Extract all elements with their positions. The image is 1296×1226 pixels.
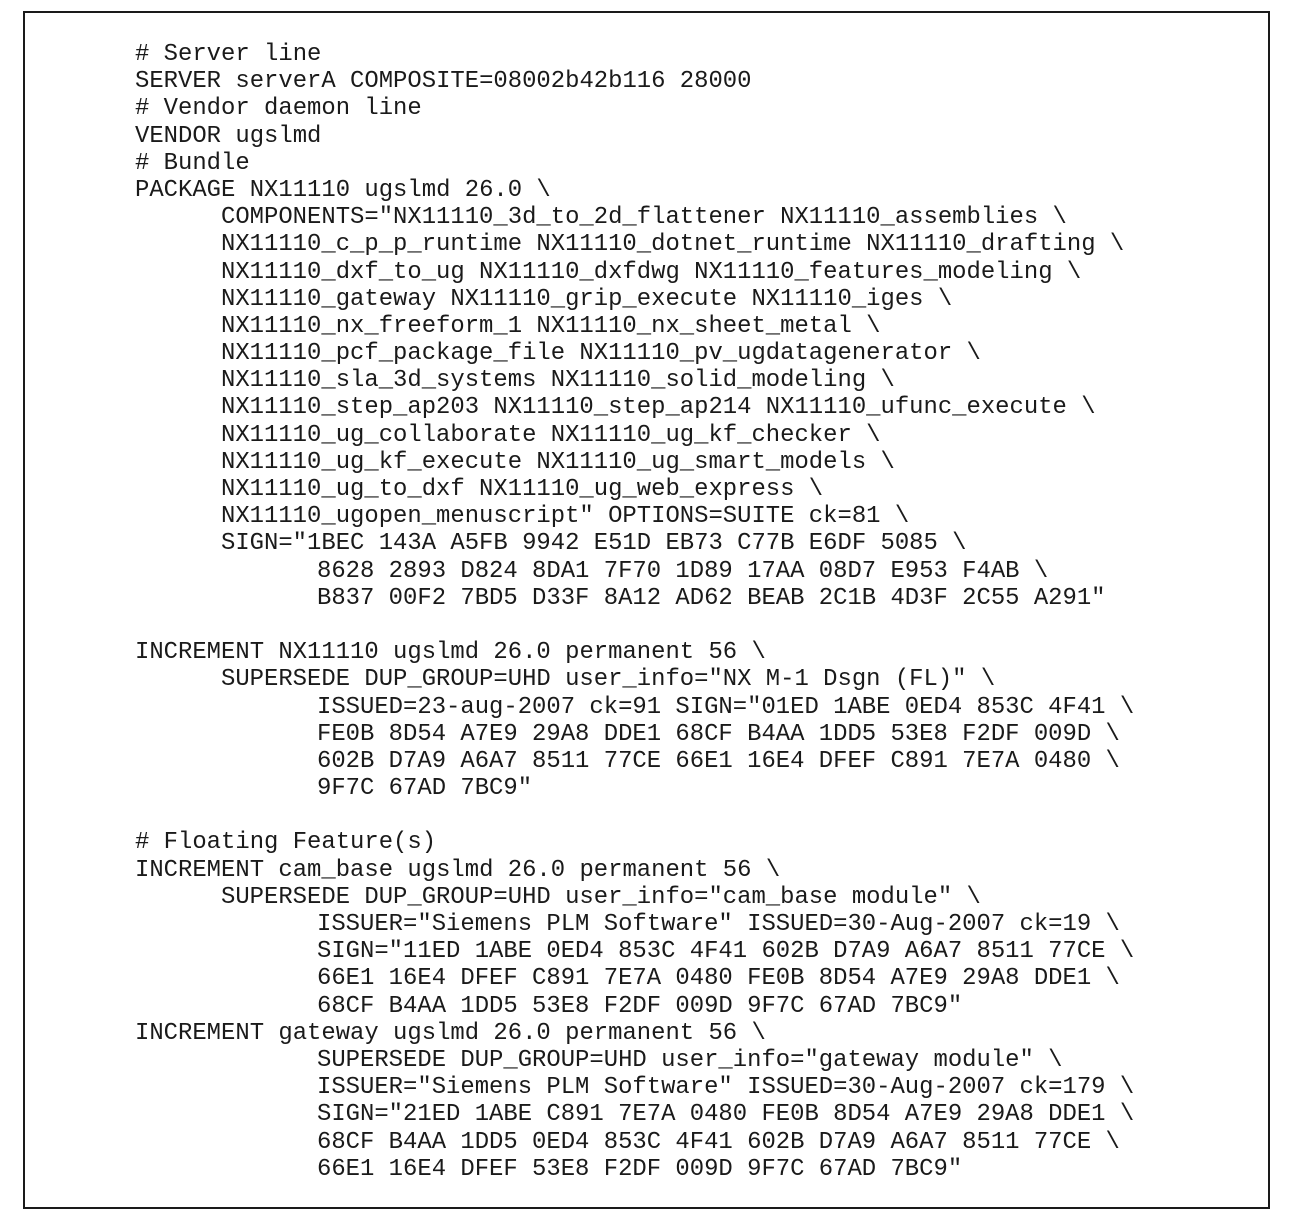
- blank-line: [135, 802, 1038, 829]
- code-line: NX11110_c_p_p_runtime NX11110_dotnet_runtime NX11110_drafting \: [221, 231, 1125, 259]
- code-line: NX11110_sla_3d_systems NX11110_solid_modeling \: [221, 367, 895, 395]
- code-line: 68CF B4AA 1DD5 0ED4 853C 4F41 602B D7A9 A6A7 8511 77CE \: [317, 1128, 1120, 1156]
- code-line: 66E1 16E4 DFEF C891 7E7A 0480 FE0B 8D54 A7E9 29A8 DDE1 \: [317, 965, 1120, 993]
- code-line: NX11110_ug_kf_execute NX11110_ug_smart_models \: [221, 448, 895, 476]
- code-line: PACKAGE NX11110 ugslmd 26.0 \: [135, 176, 551, 204]
- code-line: COMPONENTS="NX11110_3d_to_2d_flattener NX11110_assemblies \: [221, 204, 1067, 232]
- code-line: # Bundle: [135, 149, 250, 177]
- code-line: SIGN="1BEC 143A A5FB 9942 E51D EB73 C77B E6DF 5085 \: [221, 530, 967, 558]
- code-line: NX11110_ug_to_dxf NX11110_ug_web_express \: [221, 476, 824, 503]
- code-line: NX11110_step_ap203 NX11110_step_ap214 NX11110_ufunc_execute \: [221, 394, 1096, 422]
- code-line: # Floating Feature(s): [135, 829, 437, 857]
- code-line: # Server line: [135, 41, 322, 68]
- code-line: 9F7C 67AD 7BC9": [317, 775, 533, 803]
- code-line: SIGN="21ED 1ABE C891 7E7A 0480 FE0B 8D54 A7E9 29A8 DDE1 \: [317, 1101, 1135, 1129]
- code-line: SIGN="11ED 1ABE 0ED4 853C 4F41 602B D7A9 A6A7 8511 77CE \: [317, 938, 1135, 966]
- code-line: SERVER serverA COMPOSITE=08002b42b116 28000: [135, 68, 752, 96]
- code-line: SUPERSEDE DUP_GROUP=UHD user_info="gateway module" \: [317, 1046, 1063, 1074]
- code-line: 8628 2893 D824 8DA1 7F70 1D89 17AA 08D7 E953 F4AB \: [317, 557, 1049, 585]
- code-line: B837 00F2 7BD5 D33F 8A12 AD62 BEAB 2C1B 4D3F 2C55 A291": [317, 584, 1106, 612]
- code-line: 602B D7A9 A6A7 8511 77CE 66E1 16E4 DFEF C891 7E7A 0480 \: [317, 747, 1120, 775]
- code-line: INCREMENT NX11110 ugslmd 26.0 permanent 56 \: [135, 639, 766, 667]
- blank-line: [135, 612, 1038, 639]
- license-file-text: [135, 41, 1135, 1183]
- code-line: 66E1 16E4 DFEF 53E8 F2DF 009D 9F7C 67AD 7BC9": [317, 1155, 963, 1183]
- code-line: NX11110_ugopen_menuscript" OPTIONS=SUITE ck=81 \: [221, 503, 910, 531]
- code-line: NX11110_gateway NX11110_grip_execute NX11110_iges \: [221, 285, 953, 313]
- code-line: NX11110_pcf_package_file NX11110_pv_ugdatagenerator \: [221, 340, 981, 368]
- code-line: INCREMENT gateway ugslmd 26.0 permanent 56 \: [135, 1019, 766, 1047]
- code-line: NX11110_nx_freeform_1 NX11110_nx_sheet_metal \: [221, 312, 881, 340]
- code-line: VENDOR ugslmd: [135, 122, 322, 150]
- code-line: SUPERSEDE DUP_GROUP=UHD user_info="cam_base module" \: [221, 883, 981, 911]
- code-line: NX11110_ug_collaborate NX11110_ug_kf_checker \: [221, 421, 881, 449]
- code-line: NX11110_dxf_to_ug NX11110_dxfdwg NX11110_features_modeling \: [221, 258, 1082, 286]
- document-frame: [23, 11, 1270, 1209]
- code-line: FE0B 8D54 A7E9 29A8 DDE1 68CF B4AA 1DD5 53E8 F2DF 009D \: [317, 720, 1120, 748]
- code-line: INCREMENT cam_base ugslmd 26.0 permanent 56 \: [135, 856, 781, 884]
- code-line: ISSUER="Siemens PLM Software" ISSUED=30-Aug-2007 ck=19 \: [317, 911, 1120, 938]
- code-line: ISSUER="Siemens PLM Software" ISSUED=30-Aug-2007 ck=179 \: [317, 1074, 1135, 1102]
- code-line: # Vendor daemon line: [135, 95, 422, 123]
- code-line: SUPERSEDE DUP_GROUP=UHD user_info="NX M-1 Dsgn (FL)" \: [221, 666, 996, 694]
- code-line: 68CF B4AA 1DD5 53E8 F2DF 009D 9F7C 67AD 7BC9": [317, 992, 963, 1020]
- code-line: ISSUED=23-aug-2007 ck=91 SIGN="01ED 1ABE 0ED4 853C 4F41 \: [317, 693, 1135, 721]
